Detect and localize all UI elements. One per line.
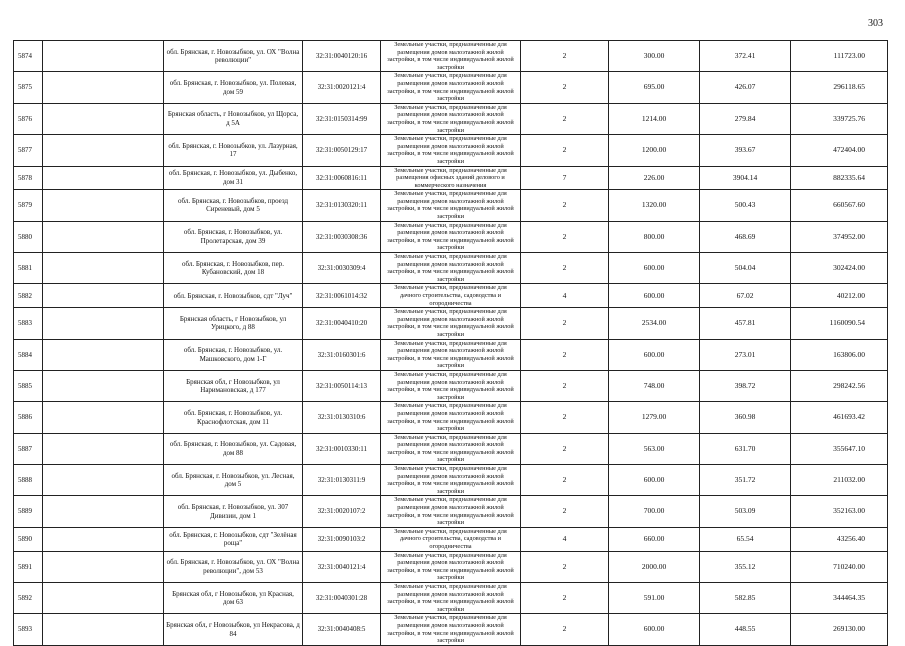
area-cell: 2000.00 [609,551,700,582]
cadastral-value-cell: 352163.00 [791,496,888,527]
area-cell: 1200.00 [609,135,700,166]
address-cell: Брянская обл, г Новозыбков, ул Некрасова, д 84 [164,614,303,645]
row-number-cell: 5887 [14,433,43,464]
cadastral-number-cell: 32:31:0050129:17 [303,135,381,166]
land-use-purpose-cell: Земельные участки, предназначенные для размещения домов малоэтажной жилой застройки, в том числе индивидуальной жилой застройки [381,253,521,284]
row-number-cell: 5879 [14,190,43,221]
cadastral-value-cell: 882335.64 [791,166,888,190]
table-row [14,135,888,166]
cadastral-value-cell: 302424.00 [791,253,888,284]
specific-value-cell: 448.55 [700,614,791,645]
cadastral-value-cell: 296118.65 [791,72,888,103]
land-use-purpose-cell: Земельные участки, предназначенные для размещения домов малоэтажной жилой застройки, в том числе индивидуальной жилой застройки [381,433,521,464]
empty-cell [43,166,164,190]
empty-cell [43,433,164,464]
address-cell: обл. Брянская, г. Новозыбков, проезд Сиреневый, дом 5 [164,190,303,221]
empty-cell [43,103,164,134]
row-number-cell: 5890 [14,527,43,551]
table-row [14,582,888,613]
row-number-cell: 5882 [14,284,43,308]
table-row [14,551,888,582]
empty-cell [43,135,164,166]
land-use-purpose-cell: Земельные участки, предназначенные для размещения домов малоэтажной жилой застройки, в том числе индивидуальной жилой застройки [381,103,521,134]
empty-cell [43,582,164,613]
table-row [14,284,888,308]
specific-value-cell: 3904.14 [700,166,791,190]
area-cell: 300.00 [609,41,700,72]
area-cell: 700.00 [609,496,700,527]
area-cell: 748.00 [609,370,700,401]
cadastral-number-cell: 32:31:0030308:36 [303,221,381,252]
empty-cell [43,614,164,645]
address-cell: обл. Брянская, г. Новозыбков, сдт "Луч" [164,284,303,308]
empty-cell [43,551,164,582]
table-row [14,253,888,284]
specific-value-cell: 355.12 [700,551,791,582]
cadastral-number-cell: 32:31:0040120:16 [303,41,381,72]
area-cell: 1214.00 [609,103,700,134]
specific-value-cell: 500.43 [700,190,791,221]
land-use-purpose-cell: Земельные участки, предназначенные для размещения домов малоэтажной жилой застройки, в том числе индивидуальной жилой застройки [381,582,521,613]
table-row [14,166,888,190]
area-cell: 600.00 [609,284,700,308]
group-cell: 2 [521,339,609,370]
specific-value-cell: 631.70 [700,433,791,464]
empty-cell [43,496,164,527]
group-cell: 2 [521,433,609,464]
cadastral-number-cell: 32:31:0150314:99 [303,103,381,134]
cadastral-value-table [13,40,888,646]
empty-cell [43,339,164,370]
specific-value-cell: 503.09 [700,496,791,527]
area-cell: 695.00 [609,72,700,103]
cadastral-number-cell: 32:31:0130310:6 [303,402,381,433]
cadastral-number-cell: 32:31:0020121:4 [303,72,381,103]
address-cell: Брянская обл, г Новозыбков, ул Красная, дом 63 [164,582,303,613]
area-cell: 600.00 [609,614,700,645]
cadastral-value-cell: 710240.00 [791,551,888,582]
specific-value-cell: 351.72 [700,465,791,496]
specific-value-cell: 273.01 [700,339,791,370]
address-cell: обл. Брянская, г. Новозыбков, ул. Краснофлотская, дом 11 [164,402,303,433]
land-use-purpose-cell: Земельные участки, предназначенные для размещения домов малоэтажной жилой застройки, в том числе индивидуальной жилой застройки [381,308,521,339]
address-cell: обл. Брянская, г. Новозыбков, ул. ОХ "Волна революции" [164,41,303,72]
group-cell: 4 [521,527,609,551]
row-number-cell: 5883 [14,308,43,339]
cadastral-value-cell: 344464.35 [791,582,888,613]
group-cell: 2 [521,72,609,103]
group-cell: 2 [521,465,609,496]
cadastral-value-cell: 355647.10 [791,433,888,464]
cadastral-value-cell: 211032.00 [791,465,888,496]
table-row [14,465,888,496]
table-row [14,221,888,252]
group-cell: 4 [521,284,609,308]
cadastral-value-cell: 660567.60 [791,190,888,221]
row-number-cell: 5877 [14,135,43,166]
land-use-purpose-cell: Земельные участки, предназначенные для размещения домов малоэтажной жилой застройки, в том числе индивидуальной жилой застройки [381,72,521,103]
table-row [14,190,888,221]
specific-value-cell: 457.81 [700,308,791,339]
row-number-cell: 5875 [14,72,43,103]
group-cell: 2 [521,370,609,401]
land-use-purpose-cell: Земельные участки, предназначенные для размещения домов малоэтажной жилой застройки, в том числе индивидуальной жилой застройки [381,190,521,221]
group-cell: 7 [521,166,609,190]
table-body [14,41,888,646]
row-number-cell: 5884 [14,339,43,370]
address-cell: Брянская область, г Новозыбков, ул Урицкого, д 88 [164,308,303,339]
group-cell: 2 [521,551,609,582]
address-cell: обл. Брянская, г. Новозыбков, ул. Полевая, дом 59 [164,72,303,103]
specific-value-cell: 468.69 [700,221,791,252]
address-cell: обл. Брянская, г. Новозыбков, ул. Садовая, дом 88 [164,433,303,464]
row-number-cell: 5876 [14,103,43,134]
row-number-cell: 5886 [14,402,43,433]
address-cell: Брянская обл, г Новозыбков, ул Наримановская, д 177 [164,370,303,401]
address-cell: обл. Брянская, г. Новозыбков, пер. Кубановский, дом 18 [164,253,303,284]
area-cell: 591.00 [609,582,700,613]
group-cell: 2 [521,308,609,339]
group-cell: 2 [521,614,609,645]
table-row [14,41,888,72]
row-number-cell: 5880 [14,221,43,252]
cadastral-value-cell: 461693.42 [791,402,888,433]
specific-value-cell: 279.84 [700,103,791,134]
land-use-purpose-cell: Земельные участки, предназначенные для размещения домов малоэтажной жилой застройки, в том числе индивидуальной жилой застройки [381,614,521,645]
land-use-purpose-cell: Земельные участки, предназначенные для размещения офисных зданий делового и коммерческого назначения [381,166,521,190]
land-use-purpose-cell: Земельные участки, предназначенные для размещения домов малоэтажной жилой застройки, в том числе индивидуальной жилой застройки [381,465,521,496]
table-row [14,339,888,370]
table-row [14,402,888,433]
empty-cell [43,527,164,551]
area-cell: 226.00 [609,166,700,190]
cadastral-number-cell: 32:31:0050114:13 [303,370,381,401]
cadastral-number-cell: 32:31:0020107:2 [303,496,381,527]
group-cell: 2 [521,103,609,134]
land-use-purpose-cell: Земельные участки, предназначенные для размещения домов малоэтажной жилой застройки, в том числе индивидуальной жилой застройки [381,41,521,72]
area-cell: 600.00 [609,465,700,496]
cadastral-value-cell: 43256.40 [791,527,888,551]
specific-value-cell: 426.07 [700,72,791,103]
empty-cell [43,253,164,284]
land-use-purpose-cell: Земельные участки, предназначенные для размещения домов малоэтажной жилой застройки, в том числе индивидуальной жилой застройки [381,496,521,527]
empty-cell [43,41,164,72]
table-row [14,496,888,527]
group-cell: 2 [521,41,609,72]
address-cell: обл. Брянская, г. Новозыбков, ул. Дыбенко, дом 31 [164,166,303,190]
specific-value-cell: 372.41 [700,41,791,72]
address-cell: обл. Брянская, г. Новозыбков, ул. ОХ "Волна революции", дом 53 [164,551,303,582]
empty-cell [43,284,164,308]
cadastral-value-cell: 163806.00 [791,339,888,370]
group-cell: 2 [521,135,609,166]
table-row [14,103,888,134]
page-number: 303 [868,18,883,29]
cadastral-value-cell: 269130.00 [791,614,888,645]
table-row [14,433,888,464]
row-number-cell: 5888 [14,465,43,496]
land-use-purpose-cell: Земельные участки, предназначенные для размещения домов малоэтажной жилой застройки, в том числе индивидуальной жилой застройки [381,551,521,582]
cadastral-number-cell: 32:31:0061014:32 [303,284,381,308]
area-cell: 800.00 [609,221,700,252]
cadastral-value-cell: 374952.00 [791,221,888,252]
land-use-purpose-cell: Земельные участки, предназначенные для размещения домов малоэтажной жилой застройки, в том числе индивидуальной жилой застройки [381,370,521,401]
area-cell: 2534.00 [609,308,700,339]
address-cell: обл. Брянская, г. Новозыбков, ул. Лесная, дом 5 [164,465,303,496]
specific-value-cell: 393.67 [700,135,791,166]
row-number-cell: 5891 [14,551,43,582]
cadastral-number-cell: 32:31:0060816:11 [303,166,381,190]
cadastral-number-cell: 32:31:0090103:2 [303,527,381,551]
cadastral-number-cell: 32:31:0040301:28 [303,582,381,613]
land-use-purpose-cell: Земельные участки, предназначенные для дачного строительства, садоводства и огородничества [381,527,521,551]
cadastral-number-cell: 32:31:0030309:4 [303,253,381,284]
specific-value-cell: 360.98 [700,402,791,433]
address-cell: обл. Брянская, г. Новозыбков, ул. Лазурная, 17 [164,135,303,166]
group-cell: 2 [521,496,609,527]
table-row [14,72,888,103]
specific-value-cell: 398.72 [700,370,791,401]
empty-cell [43,221,164,252]
cadastral-value-cell: 40212.00 [791,284,888,308]
area-cell: 563.00 [609,433,700,464]
specific-value-cell: 504.04 [700,253,791,284]
cadastral-number-cell: 32:31:0130320:11 [303,190,381,221]
specific-value-cell: 65.54 [700,527,791,551]
row-number-cell: 5893 [14,614,43,645]
empty-cell [43,370,164,401]
cadastral-number-cell: 32:31:0040410:20 [303,308,381,339]
land-use-purpose-cell: Земельные участки, предназначенные для размещения домов малоэтажной жилой застройки, в том числе индивидуальной жилой застройки [381,402,521,433]
land-use-purpose-cell: Земельные участки, предназначенные для размещения домов малоэтажной жилой застройки, в том числе индивидуальной жилой застройки [381,221,521,252]
cadastral-number-cell: 32:31:0160301:6 [303,339,381,370]
table-row [14,614,888,645]
address-cell: обл. Брянская, г. Новозыбков, ул. 307 Дивизии, дом 1 [164,496,303,527]
cadastral-value-cell: 472404.00 [791,135,888,166]
row-number-cell: 5878 [14,166,43,190]
cadastral-value-cell: 111723.00 [791,41,888,72]
area-cell: 600.00 [609,253,700,284]
group-cell: 2 [521,221,609,252]
land-use-purpose-cell: Земельные участки, предназначенные для размещения домов малоэтажной жилой застройки, в том числе индивидуальной жилой застройки [381,339,521,370]
group-cell: 2 [521,253,609,284]
cadastral-number-cell: 32:31:0040408:5 [303,614,381,645]
row-number-cell: 5889 [14,496,43,527]
area-cell: 1320.00 [609,190,700,221]
land-use-purpose-cell: Земельные участки, предназначенные для дачного строительства, садоводства и огородничества [381,284,521,308]
table-row [14,308,888,339]
group-cell: 2 [521,402,609,433]
area-cell: 600.00 [609,339,700,370]
table-row [14,527,888,551]
row-number-cell: 5885 [14,370,43,401]
address-cell: обл. Брянская, г. Новозыбков, сдт "Зелёная роща" [164,527,303,551]
row-number-cell: 5874 [14,41,43,72]
land-use-purpose-cell: Земельные участки, предназначенные для размещения домов малоэтажной жилой застройки, в том числе индивидуальной жилой застройки [381,135,521,166]
cadastral-value-cell: 1160090.54 [791,308,888,339]
cadastral-value-cell: 339725.76 [791,103,888,134]
row-number-cell: 5892 [14,582,43,613]
area-cell: 1279.00 [609,402,700,433]
specific-value-cell: 67.02 [700,284,791,308]
cadastral-number-cell: 32:31:0040121:4 [303,551,381,582]
table-row [14,370,888,401]
cadastral-value-cell: 298242.56 [791,370,888,401]
empty-cell [43,465,164,496]
address-cell: Брянская область, г Новозыбков, ул Щорса, д 5А [164,103,303,134]
empty-cell [43,308,164,339]
group-cell: 2 [521,190,609,221]
empty-cell [43,72,164,103]
group-cell: 2 [521,582,609,613]
row-number-cell: 5881 [14,253,43,284]
specific-value-cell: 582.85 [700,582,791,613]
area-cell: 660.00 [609,527,700,551]
empty-cell [43,190,164,221]
cadastral-number-cell: 32:31:0130311:9 [303,465,381,496]
empty-cell [43,402,164,433]
address-cell: обл. Брянская, г. Новозыбков, ул. Машковского, дом 1-Г [164,339,303,370]
cadastral-number-cell: 32:31:0010330:11 [303,433,381,464]
address-cell: обл. Брянская, г. Новозыбков, ул. Пролетарская, дом 39 [164,221,303,252]
